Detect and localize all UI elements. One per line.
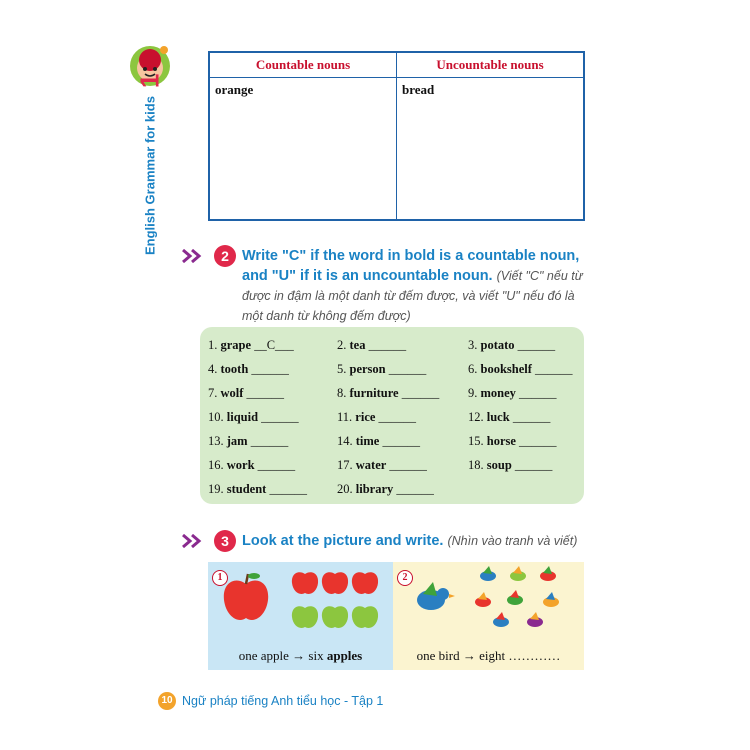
exercise-3-note: (Nhìn vào tranh và viết) [447,534,578,548]
word-item-word: luck [486,410,510,424]
word-item-blank[interactable]: ______ [401,386,440,400]
word-item[interactable] [337,357,468,381]
double-chevron-icon [182,534,206,548]
table-cell-countable[interactable]: orange [215,82,254,97]
word-item-word: grape [220,338,252,352]
word-item-number: 19. [208,482,224,496]
word-item-number: 10. [208,410,224,424]
word-item-blank[interactable]: ______ [396,482,434,496]
word-item-blank[interactable]: ______ [382,434,420,448]
exercise-3-instruction [242,531,587,551]
word-item-blank[interactable]: ______ [250,434,289,448]
word-item-blank[interactable]: ______ [519,434,557,448]
big-apple-icon [224,573,268,620]
picture-panel-birds [393,562,584,670]
word-item-word: water [355,458,387,472]
word-item[interactable] [337,333,468,357]
word-item-blank[interactable]: ______ [388,362,427,376]
panel-1-caption-prefix: one apple → six [238,648,327,663]
word-item-word: furniture [349,386,399,400]
exercise-2-number: 2 [214,245,236,267]
exercise-2-instruction [242,246,587,326]
noun-table [208,51,585,221]
word-item[interactable] [208,357,337,381]
word-item-number: 15. [468,434,484,448]
exercise-2-note: (Viết "C" nếu từ được in đậm là một danh từ đếm được, và viết "U" nếu đó là một danh từ không đếm được) [242,269,583,323]
picture-panel-apples [208,562,393,670]
word-item-word: tea [349,338,366,352]
word-item-word: student [226,482,267,496]
word-item-number: 20. [337,482,353,496]
word-item-number: 17. [337,458,353,472]
word-item-blank[interactable]: ______ [251,362,289,376]
word-item-number: 5. [337,362,347,376]
word-item[interactable] [337,381,468,405]
word-item-word: time [355,434,380,448]
word-item[interactable] [208,333,337,357]
page-number: 10 [158,692,176,710]
word-item[interactable] [208,405,337,429]
word-item[interactable] [337,477,468,501]
word-item-blank[interactable]: ______ [512,410,551,424]
panel-1-caption-answer: apples [326,648,363,663]
word-item-blank[interactable]: ______ [261,410,299,424]
exercise-3-instruction-text: Look at the picture and write. [242,533,444,549]
word-item[interactable] [468,333,588,357]
word-item[interactable] [337,453,468,477]
side-book-title [135,25,166,255]
word-item-word: rice [355,410,376,424]
word-item-number: 11. [337,410,353,424]
exercise-3-number: 3 [214,530,236,552]
word-item-number: 2. [337,338,347,352]
word-list-box [200,327,584,504]
word-item-word: work [226,458,255,472]
footer-title: Ngữ pháp tiếng Anh tiểu học - Tập 1 [182,694,384,708]
word-item-word: horse [486,434,516,448]
word-item-word: liquid [226,410,259,424]
exercise-2-instruction-text: Write "C" if the word in bold is a countable noun, and "U" if it is an uncountable noun. [242,248,580,284]
table-header-uncountable: Uncountable nouns [396,53,583,77]
word-item-number: 6. [468,362,478,376]
word-item[interactable] [337,429,468,453]
word-item-number: 8. [337,386,347,400]
word-item-number: 14. [337,434,353,448]
word-item-blank[interactable]: ______ [514,458,553,472]
word-item[interactable] [208,477,337,501]
word-item-blank[interactable]: ______ [269,482,307,496]
word-item[interactable] [468,429,588,453]
word-item-number: 13. [208,434,224,448]
word-item[interactable] [337,405,468,429]
word-item-blank[interactable]: ______ [246,386,285,400]
word-item-number: 3. [468,338,478,352]
word-item-number: 18. [468,458,484,472]
word-item-word: library [355,482,394,496]
apples-illustration [208,562,393,642]
word-item-blank[interactable]: ______ [517,338,556,352]
word-item-word: soup [486,458,512,472]
panel-2-badge: 2 [397,570,413,586]
word-item[interactable] [468,405,588,429]
word-item[interactable] [468,453,588,477]
word-item[interactable] [208,429,337,453]
word-grid [208,333,584,501]
word-item[interactable] [208,381,337,405]
word-item-number: 16. [208,458,224,472]
word-item-word: wolf [220,386,244,400]
table-cell-uncountable[interactable]: bread [396,78,583,220]
panel-1-badge: 1 [212,570,228,586]
word-item-word: money [480,386,516,400]
word-item-word: tooth [220,362,249,376]
word-item-number: 9. [468,386,478,400]
big-bird-icon [417,582,455,610]
word-item-word: jam [226,434,248,448]
word-item-word: bookshelf [480,362,532,376]
birds-illustration [393,562,584,642]
word-item-number: 4. [208,362,218,376]
word-item-number: 1. [208,338,218,352]
word-item[interactable] [468,381,588,405]
word-item-number: 7. [208,386,218,400]
word-item-blank[interactable]: ______ [257,458,296,472]
page-footer [158,691,383,711]
word-item-number: 12. [468,410,484,424]
word-item-blank[interactable]: ______ [535,362,573,376]
word-item-blank[interactable]: __C___ [254,338,294,352]
word-item-blank[interactable]: ______ [519,386,557,400]
word-item-word: potato [480,338,515,352]
word-item-blank[interactable]: ______ [368,338,407,352]
word-item-blank[interactable]: ______ [389,458,427,472]
word-item[interactable] [468,357,588,381]
word-item-blank[interactable]: ______ [378,410,417,424]
word-item[interactable] [208,453,337,477]
double-chevron-icon [182,249,206,263]
panel-2-caption: one bird → eight ………… [416,648,561,663]
word-item-word: person [349,362,386,376]
side-title-text: English Grammar for kids [142,96,158,255]
panel-1-caption [208,648,393,664]
table-header-countable: Countable nouns [255,57,351,72]
side-title-volume: 1 [134,73,165,89]
